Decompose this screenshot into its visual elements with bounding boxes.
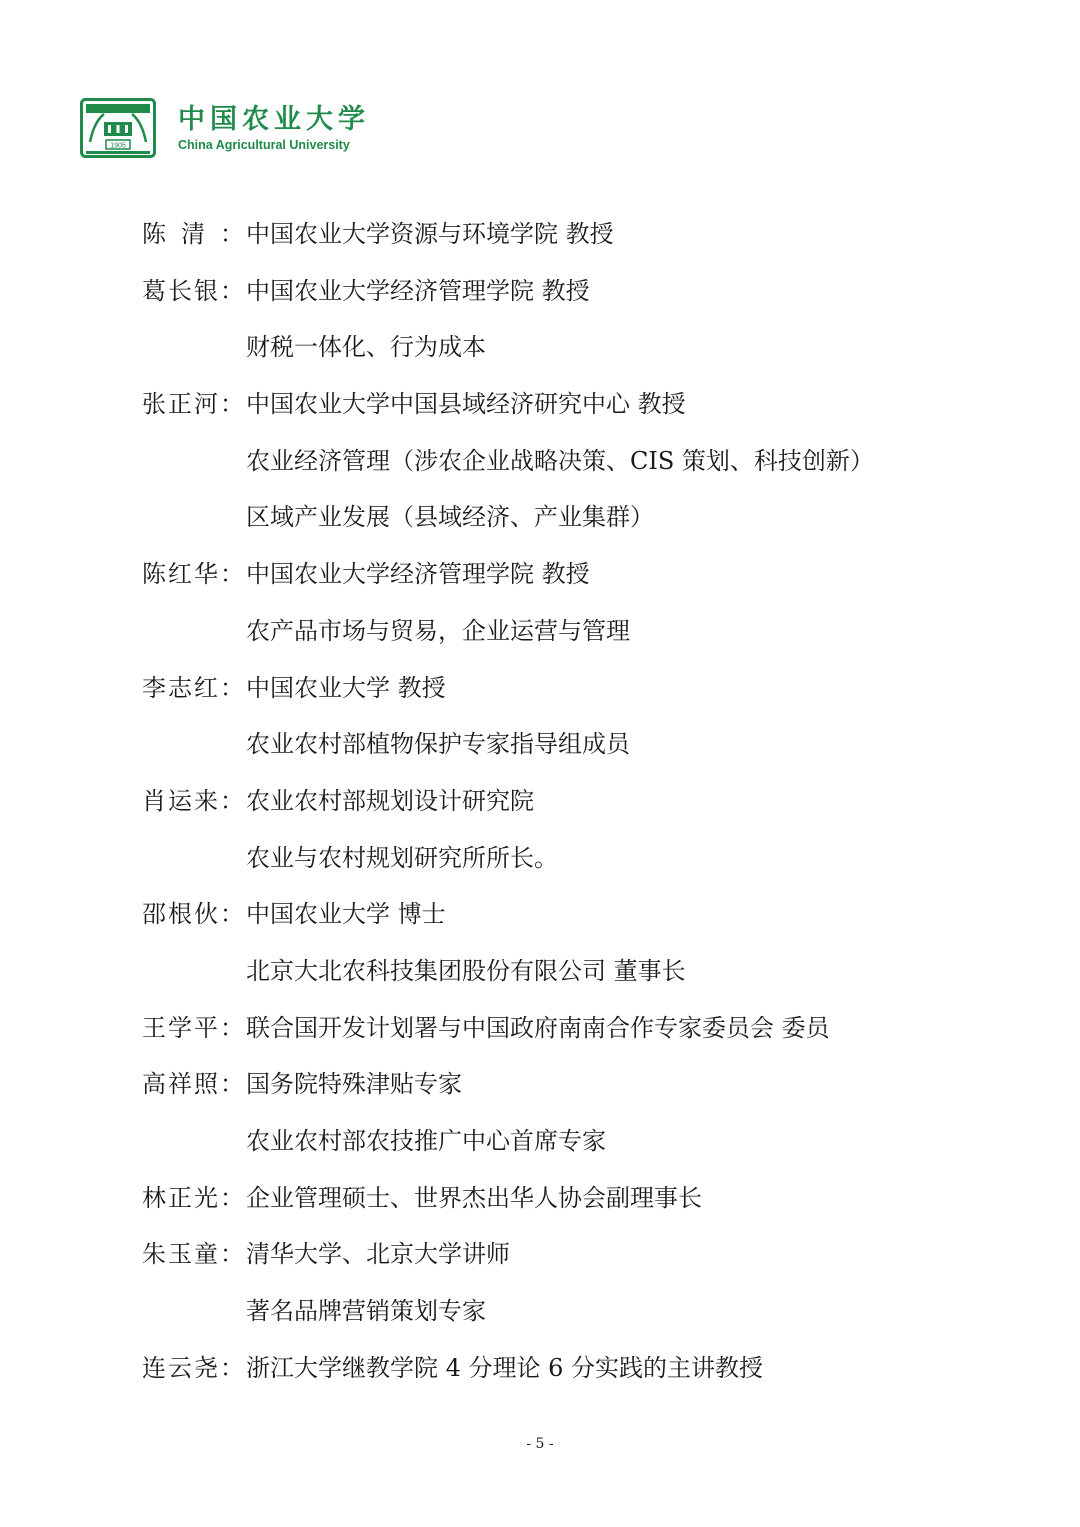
roster-row — [142, 382, 1022, 439]
expert-name: 王 学 平 ： — [142, 1013, 244, 1042]
expert-name: 陈 清 ： — [142, 220, 244, 248]
roster-row — [142, 1062, 1022, 1119]
expert-detail: 中国农业大学 博士 — [246, 900, 446, 929]
expert-detail: 农业经济管理（涉农企业战略决策、CIS 策划、科技创新） — [246, 446, 874, 475]
roster-row — [142, 666, 1022, 723]
university-emblem-icon — [80, 98, 156, 158]
expert-name: 肖 运 来 ： — [142, 786, 244, 815]
roster-row — [142, 325, 1022, 382]
roster-row — [142, 609, 1022, 666]
roster-row — [142, 722, 1022, 779]
expert-name: 连 云 尧 ： — [142, 1353, 244, 1382]
expert-name: 张 正 河 ： — [142, 390, 244, 419]
emblem-year: 1905 — [110, 142, 126, 150]
expert-name: 朱 玉 童 ： — [142, 1240, 244, 1269]
expert-name: 葛 长 银 ： — [142, 276, 244, 305]
expert-detail: 农业农村部农技推广中心首席专家 — [246, 1127, 606, 1155]
expert-detail: 中国农业大学资源与环境学院 教授 — [246, 220, 614, 248]
roster-row — [142, 1289, 1022, 1346]
roster-row — [142, 836, 1022, 893]
roster-row — [142, 1232, 1022, 1289]
expert-detail: 农产品市场与贸易，企业运营与管理 — [246, 616, 630, 645]
university-name-cn: 中国农业大学 — [178, 103, 370, 135]
roster-row — [142, 439, 1022, 496]
expert-detail: 联合国开发计划署与中国政府南南合作专家委员会 委员 — [246, 1013, 830, 1042]
expert-detail: 浙江大学继教学院 4 分理论 6 分实践的主讲教授 — [246, 1353, 764, 1382]
roster-row — [142, 892, 1022, 949]
expert-detail: 中国农业大学中国县域经济研究中心 教授 — [246, 390, 686, 419]
roster-row — [142, 1346, 1022, 1403]
expert-detail: 农业与农村规划研究所所长。 — [246, 843, 558, 872]
expert-detail: 中国农业大学经济管理学院 教授 — [246, 276, 590, 305]
expert-detail: 清华大学、北京大学讲师 — [246, 1240, 510, 1269]
expert-detail: 农业农村部植物保护专家指导组成员 — [246, 730, 630, 759]
expert-name: 邵 根 伙 ： — [142, 900, 244, 929]
roster-row — [142, 269, 1022, 326]
expert-detail: 国务院特殊津贴专家 — [246, 1070, 462, 1099]
roster-row — [142, 779, 1022, 836]
roster-row — [142, 552, 1022, 609]
roster-row — [142, 212, 1022, 269]
roster-row — [142, 1176, 1022, 1233]
university-name-en: China Agricultural University — [178, 137, 350, 152]
expert-name: 高 祥 照 ： — [142, 1070, 244, 1099]
roster-row — [142, 1006, 1022, 1063]
expert-detail: 区域产业发展（县域经济、产业集群） — [246, 503, 654, 532]
expert-detail: 著名品牌营销策划专家 — [246, 1297, 486, 1326]
expert-name: 林 正 光 ： — [142, 1183, 244, 1212]
page-number: - 5 - — [526, 1436, 554, 1452]
expert-detail: 财税一体化、行为成本 — [246, 333, 486, 362]
expert-roster — [142, 212, 1022, 1402]
roster-row — [142, 949, 1022, 1006]
brand — [178, 104, 370, 153]
roster-row — [142, 495, 1022, 552]
expert-name: 陈 红 华 ： — [142, 560, 244, 589]
roster-row — [142, 1119, 1022, 1176]
expert-detail: 中国农业大学 教授 — [246, 673, 446, 702]
expert-detail: 中国农业大学经济管理学院 教授 — [246, 560, 590, 589]
university-header — [80, 96, 370, 160]
expert-detail: 企业管理硕士、世界杰出华人协会副理事长 — [246, 1183, 702, 1212]
expert-name: 李 志 红 ： — [142, 673, 244, 702]
expert-detail: 农业农村部规划设计研究院 — [246, 786, 534, 815]
expert-detail: 北京大北农科技集团股份有限公司 董事长 — [246, 956, 686, 985]
